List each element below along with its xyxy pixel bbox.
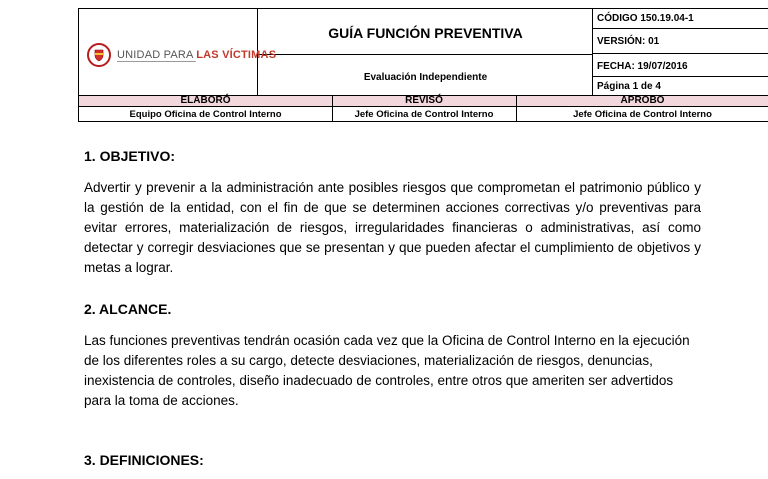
signature-value-aprobo: Jefe Oficina de Control Interno bbox=[573, 109, 712, 120]
logo-text-part1: UNIDAD PARA bbox=[117, 49, 197, 61]
signature-table bbox=[78, 96, 768, 122]
section-body-objetivo: Advertir y prevenir a la administración ante posibles riesgos que comprometan el patrimonio público y la gestión de la entidad, con el fin de que se determinen acciones correctivas y/o preventivas para evitar errores, materialización de riesgos, irregularidades financieras o administrativas, así como detectar y corregir desviaciones que se presentan y que pueden afectar el cumplimiento de objetivos y metas a lograr. bbox=[84, 180, 701, 275]
document-header-table bbox=[78, 8, 768, 96]
signature-header-elaboro: ELABORÓ bbox=[79, 96, 332, 107]
page-number: Página 1 de 4 bbox=[597, 81, 661, 92]
document-code: CÓDIGO 150.19.04-1 bbox=[597, 13, 694, 24]
coat-of-arms-icon bbox=[87, 43, 111, 67]
document-date: FECHA: 19/07/2016 bbox=[597, 61, 688, 72]
document-title: GUÍA FUNCIÓN PREVENTIVA bbox=[328, 25, 523, 41]
signature-header-aprobo: APROBO bbox=[516, 96, 768, 107]
logo-text bbox=[117, 49, 276, 61]
signature-value-elaboro: Equipo Oficina de Control Interno bbox=[129, 109, 282, 120]
section-body-alcance: Las funciones preventivas tendrán ocasión cada vez que la Oficina de Control Interno en la ejecución de los diferentes roles a su cargo, detecte desviaciones, materialización de riesgos, denuncias, inexistencia de controles, diseño inadecuado de controles, entre otros que ameriten ser advertidos para la toma de acciones. bbox=[84, 333, 690, 408]
document-version: VERSIÓN: 01 bbox=[597, 36, 660, 47]
section-heading-alcance: 2. ALCANCE. bbox=[84, 301, 172, 317]
section-heading-objetivo: 1. OBJETIVO: bbox=[84, 148, 176, 164]
signature-header-reviso: REVISÓ bbox=[332, 96, 516, 107]
section-heading-definiciones: 3. DEFINICIONES: bbox=[84, 452, 204, 468]
logo-text-part2: LAS VÍCTIMAS bbox=[196, 49, 277, 61]
signature-value-reviso: Jefe Oficina de Control Interno bbox=[354, 109, 494, 120]
document-subtitle: Evaluación Independiente bbox=[363, 72, 488, 83]
unidad-victimas-logo bbox=[87, 43, 276, 67]
